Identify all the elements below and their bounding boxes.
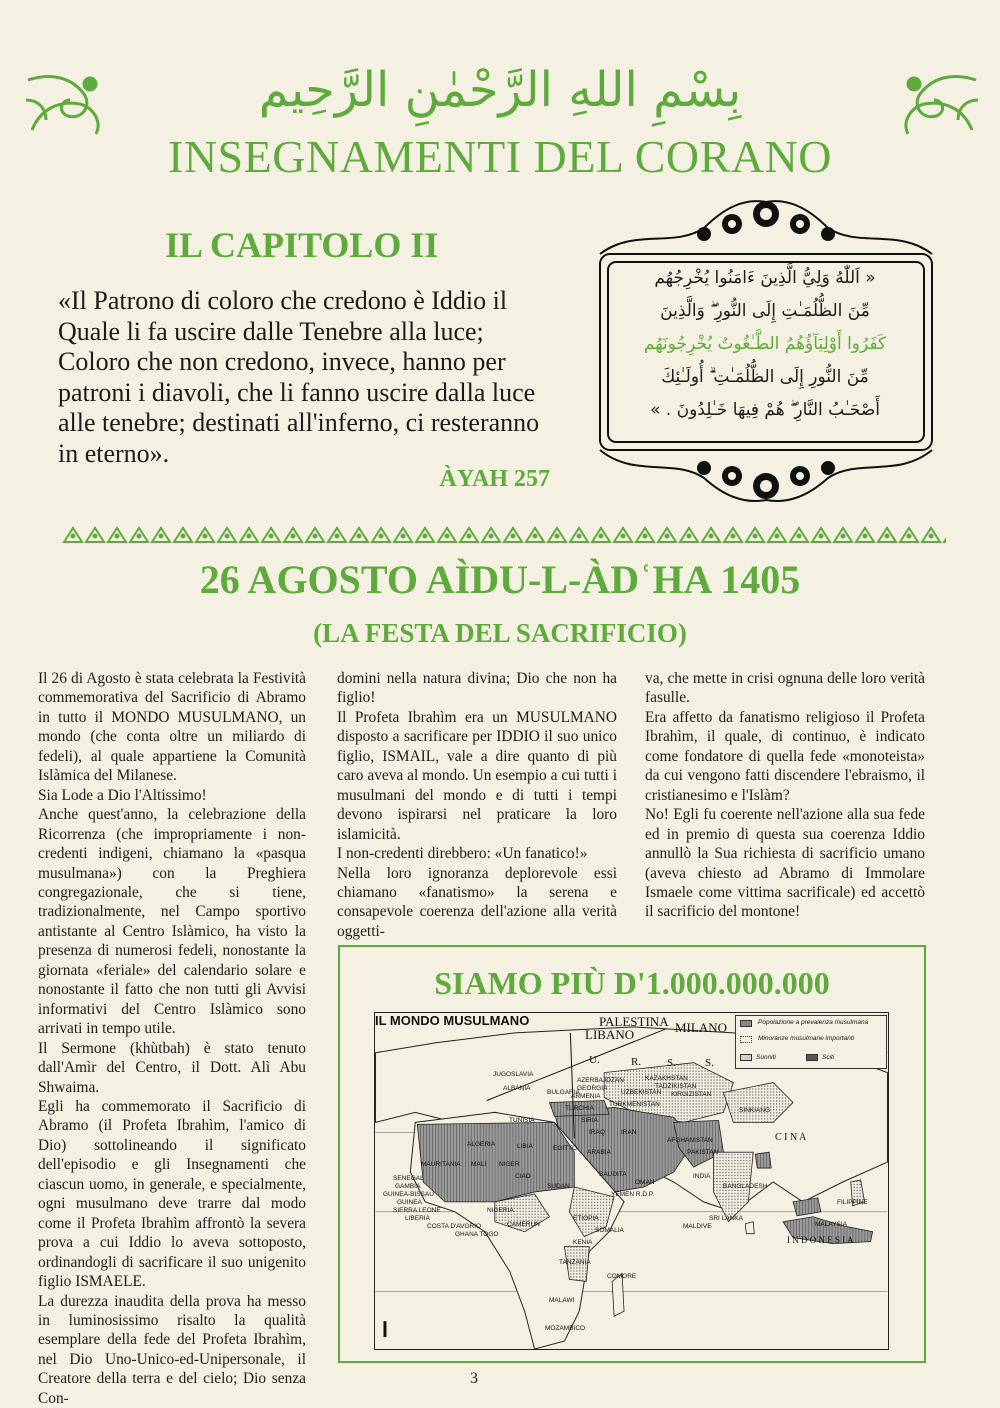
country-label: SRI LANKA [709,1215,743,1222]
map-label-indonesia: I N D O N E S I A [787,1233,854,1247]
country-label: TURKMENISTAN [609,1101,660,1108]
paragraph: Il 26 di Agosto è stata celebrata la Festività commemorativa del Sacrificio di Abramo in tutto il MONDO MUSULMANO, un mondo (che conta oltre un miliardo di fedeli), al quale appartiene la Comunità Islàmica del Milanese. [38,669,306,786]
map-label-palestina: PALESTINA [599,1015,669,1029]
paragraph: Nella loro ignoranza deplorevole essi chiamano «fanatismo» la serena e consapevole coerenza dell'azione alla verità oggetti- [337,864,617,942]
article-column-1 [38,669,306,1408]
country-label: ALBANIA [503,1085,530,1092]
country-label: SOMALIA [595,1227,624,1234]
map-label-cina: C I N A [775,1131,806,1145]
country-label: BANGLADESH [723,1183,767,1190]
map-legend [735,1015,887,1069]
country-label: GUINEA [397,1199,422,1206]
map-label-libano: LIBANO [585,1028,634,1042]
paragraph: Il Sermone (khùtbah) è stato tenuto dall'Amìr del Centro, il Dott. Alì Abu Shwaima. [38,1039,306,1097]
country-label: COSTA D'AVORIO [427,1223,481,1230]
country-label: OMAN [635,1179,655,1186]
map-label-r: R. [631,1055,641,1069]
paragraph: Era affetto da fanatismo religioso il Profeta Ibrahìm, il quale, di continuo, è indicato come fondatore di quella fede «monoteista» da cui vengono fatti discendere l'ebraismo, il cristianesimo e l'Islàm? [645,708,925,805]
article-column-2 [337,669,617,941]
country-label: ETIOPIA [573,1215,599,1222]
country-label: JUGOSLAVIA [493,1071,533,1078]
country-label: MALAWI [549,1297,574,1304]
page-title: INSEGNAMENTI DEL CORANO [100,130,900,183]
country-label: AFGHANISTAN [667,1137,713,1144]
arabic-verse [634,262,896,432]
paragraph: va, che mette in crisi ognuna delle loro verità fasulle. [645,669,925,708]
chapter-title: IL CAPITOLO II [165,224,438,266]
decorative-divider [62,524,946,546]
legend-label: Popolazione a prevalenza musulmana [758,1019,882,1026]
country-label: IRAQ [589,1129,605,1136]
page-number: 3 [470,1370,478,1388]
paragraph: Egli ha commemorato il Sacrificio di Abramo (il Profeta Ibrahìm, l'amico di Dio) sottolineando il significato dell'episodio e gli Insegnamenti che ciascun uomo, in generale, e specialmente, ogni musulmano deve trarre dal modo come il Profeta Ibrahìm affrontò la severa prova a cui Iddio lo aveva sottoposto, ordinandogli di sacrificare il suo unigenito figlio ISMAELE. [38,1097,306,1292]
country-label: LIBERIA [405,1215,430,1222]
country-label: AZERBAJDZAN [577,1077,624,1084]
arabic-verse-line: أَصْحَـٰبُ النَّارِ ۖ هُمْ فِيهَا خَـٰلِدُونَ . » [634,394,896,427]
country-label: MOZAMBICO [545,1325,585,1332]
country-label: ALGERIA [467,1141,495,1148]
country-label: YEMEN R.D.P. [611,1191,654,1198]
country-label: TANZANIA [559,1259,591,1266]
world-map [374,1012,889,1350]
country-label: EGITTO [553,1145,577,1152]
country-label: KIRGIZISTAN [671,1091,711,1098]
country-label: CAMERUN [507,1221,540,1228]
country-label: NIGERIA [487,1207,514,1214]
country-label: GAMBIA [395,1183,420,1190]
paragraph: Sia Lode a Dio l'Altissimo! [38,786,306,805]
legend-swatch-minoranze [740,1036,752,1043]
article-column-3 [645,669,925,922]
country-label: NIGER [499,1161,520,1168]
country-label: KAZAKHSTAN [645,1075,688,1082]
country-label: MAURITANIA [421,1161,461,1168]
country-label: FILIPPINE [837,1199,868,1206]
country-label: SAUDITA [599,1171,627,1178]
floral-ornament-left [22,70,108,140]
country-label: SIERRA LEONE [393,1207,441,1214]
legend-label: Minoranze musulmane importanti [758,1035,882,1042]
country-label: PAKISTAN [687,1149,718,1156]
country-label: ARMENIA [571,1093,601,1100]
country-label: GHANA TOGO [455,1231,498,1238]
paragraph: Anche quest'anno, la celebrazione della Ricorrenza (che impropriamente i non-credenti indigeni, chiamano la «pasqua musulmana») con la Preghiera congregazionale, che si tiene, tradizionalmente, nel Campo sportivo antistante al Centro Islàmico, ha visto la presenza di numerosi fedeli, nonostante la giornata «feriale» del calendario solare e nonostante il fatto che non tutti gli Avvisi informativi del Centro Islàmico sono arrivati in tempo utile. [38,805,306,1038]
arabic-verse-line: مِّنَ الظُّلُمَـٰتِ إِلَى النُّورِ ۖ وَالَّذِينَ [634,295,896,328]
country-label: SENEGAL [393,1175,424,1182]
country-label: GUINEA-BISSAU [383,1191,434,1198]
paragraph: I non-credenti direbbero: «Un fanatico!» [337,844,617,863]
map-title: IL MONDO MUSULMANO [375,1013,888,1028]
map-label-s2: S. [705,1056,714,1070]
country-label: CIAD [515,1173,531,1180]
legend-swatch-sunniti [740,1054,752,1061]
country-label: GEORGIA [577,1085,607,1092]
country-label: TADZIKISTAN [655,1083,696,1090]
ayah-reference: ÀYAH 257 [380,466,550,493]
event-subtitle: (LA FESTA DEL SACRIFICIO) [100,618,900,649]
country-label: TUNISIA [509,1117,535,1124]
country-label: TURCHIA [565,1105,594,1112]
country-label: KENIA [573,1239,593,1246]
paragraph: domini nella natura divina; Dio che non ha figlio! [337,669,617,708]
map-label-milano: MILANO [675,1021,727,1035]
legend-label: Sunniti [756,1054,776,1061]
country-label: BULGARIA [547,1089,580,1096]
paragraph: No! Egli fu coerente nell'azione alla sua fede ed in premio di questa sua coerenza Iddio annullò la Sua richiesta di sacrificio umano (aveva chiesto ad Abramo di Immolare Ismaele come vittima sacrificale) ed accettò il sacrificio del montone! [645,805,925,922]
country-label: MALI [471,1161,486,1168]
country-label: UZBEKISTAN [621,1089,661,1096]
paragraph: Il Profeta Ibrahìm era un MUSULMANO disposto a sacrificare per IDDIO il suo unico figlio, ISMAIL, vale a dire quanto di più caro aveva al mondo. Un esempio a cui tutti i musulmani del mondo e di tutti i tempi devono ispirarsi nel praticare la loro islamicità. [337,708,617,844]
map-label-s1: S. [667,1056,676,1070]
country-label: SINKIANG [739,1107,770,1114]
country-label: MALAYSIA [815,1221,847,1228]
map-label-u: U. [589,1053,600,1067]
legend-label: Sciti [822,1054,834,1061]
legend-swatch-prevalenza [740,1020,752,1027]
paragraph: La durezza inaudita della prova ha messo in luminosissimo risalto la qualità esemplare della fede del Profeta Ibrahìm, nel Dio Uno-Unico-ed-Unipersonale, il Creatore della terra e del cielo; Dio senza Con- [38,1292,306,1408]
legend-swatch-sciti [806,1054,818,1061]
country-label: IRAN [621,1129,637,1136]
map-heading: SIAMO PIÙ D'1.000.000.000 [338,965,926,1002]
country-label: SIRIA [581,1117,598,1124]
arabic-verse-line: « اَللّٰهُ وَلِيُّ الَّذِينَ ءَامَنُوا يُخْرِجُهُم [634,262,896,295]
arabic-verse-line: مِّنَ النُّورِ إِلَى الظُّلُمَـٰتِ ۗ أُولَـٰئِكَ [634,361,896,394]
floral-ornament-right [896,70,982,140]
arabic-verse-line: كَفَرُوا أَوْلِيَآؤُهُمُ الطَّـٰغُوتُ يُخْرِجُونَهُم [634,328,896,361]
basmala-calligraphy: بِسْمِ اللهِ الرَّحْمٰنِ الرَّحِيم [150,62,850,118]
country-label: COMORE [607,1273,636,1280]
event-title: 26 AGOSTO AÌDU-L-ÀDʿHA 1405 [60,556,940,603]
country-label: LIBIA [517,1143,533,1150]
country-label: SUDAN [547,1183,570,1190]
chapter-quote: «Il Patrono di coloro che credono è Iddio il Quale li fa uscire dalle Tenebre alla luce; Coloro che non credono, invece, hanno per patroni i diavoli, che li fanno uscire dalla luce alle tenebre; destinati all'inferno, ci resteranno in eterno». [58,286,558,469]
country-label: MALDIVE [683,1223,712,1230]
country-label: ARABIA [587,1149,611,1156]
country-label: INDIA [693,1173,710,1180]
